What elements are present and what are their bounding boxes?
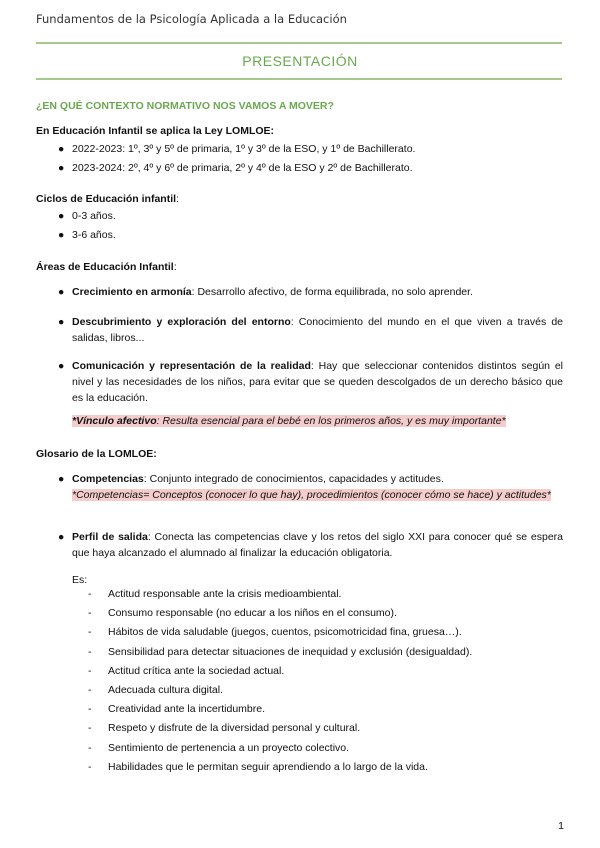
- bullet-icon: ●: [58, 286, 65, 298]
- areas-heading: Áreas de Educación Infantil:: [36, 261, 177, 273]
- bullet-icon: ●: [58, 360, 65, 372]
- lomloe-heading: En Educación Infantil se aplica la Ley LOMLOE:: [36, 125, 275, 137]
- dash-bullet: -: [88, 607, 92, 620]
- dash-bullet: -: [88, 741, 92, 754]
- title-top-rule: [36, 42, 562, 44]
- ciclos-heading: Ciclos de Educación infantil:: [36, 193, 179, 205]
- bullet-icon: ●: [58, 473, 65, 485]
- bullet-icon: ●: [58, 531, 65, 543]
- dash-bullet: -: [88, 664, 92, 677]
- dash-bullet: -: [88, 760, 92, 773]
- dash-bullet: -: [88, 645, 92, 658]
- glosario-heading: Glosario de la LOMLOE:: [36, 448, 157, 460]
- bullet-icon: ●: [58, 210, 65, 222]
- dash-bullet: -: [88, 722, 92, 735]
- dash-bullet: -: [88, 703, 92, 716]
- vinculo-note: *Vínculo afectivo: Resulta esencial para el bebé en los primeros años, y es muy importante*: [72, 415, 506, 427]
- bullet-icon: ●: [58, 229, 65, 241]
- page-title: PRESENTACIÓN: [242, 53, 358, 69]
- bullet-icon: ●: [58, 316, 65, 328]
- dash-bullet: -: [88, 626, 92, 639]
- title-bottom-rule: [36, 78, 562, 80]
- bullet-icon: ●: [58, 143, 65, 155]
- dash-bullet: -: [88, 588, 92, 600]
- context-question: ¿EN QUÉ CONTEXTO NORMATIVO NOS VAMOS A MOVER?: [36, 100, 334, 112]
- bullet-icon: ●: [58, 162, 65, 174]
- competencias-note: *Competencias= Conceptos (conocer lo que hay), procedimientos (conocer cómo se hace) y actitudes*: [72, 489, 551, 501]
- dash-bullet: -: [88, 684, 92, 696]
- examples-label: Es:: [72, 574, 88, 586]
- page-number: 1: [558, 820, 564, 832]
- document-header: Fundamentos de la Psicología Aplicada a la Educación: [36, 12, 347, 26]
